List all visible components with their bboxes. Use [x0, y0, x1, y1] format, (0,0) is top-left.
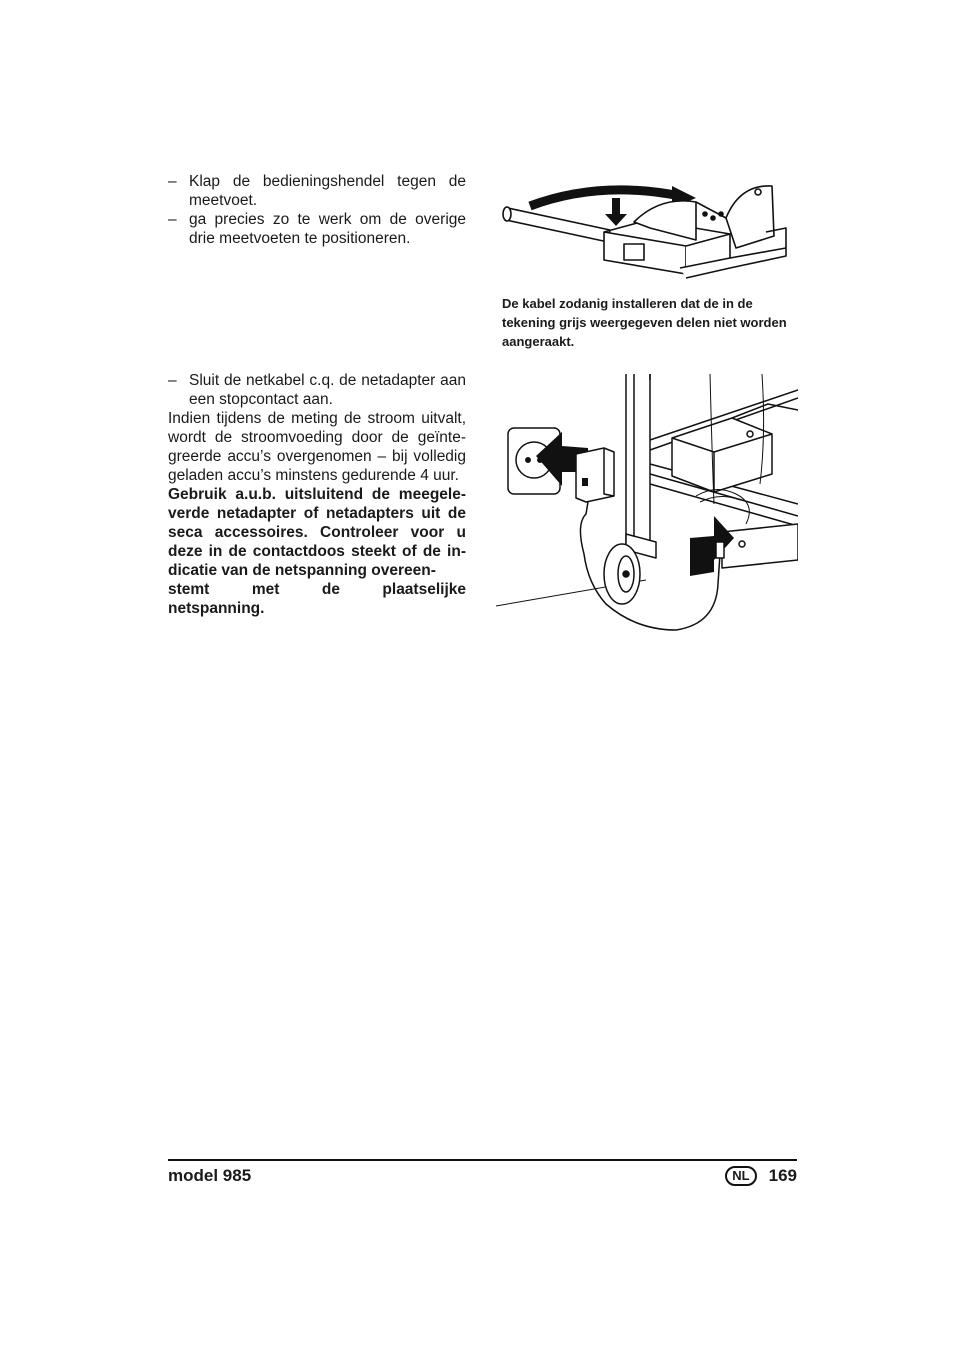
list-item	[168, 371, 466, 409]
footer-divider	[168, 1159, 797, 1161]
power-failure-paragraph: Indien tijdens de meting de stroom uitvalt, wordt de stroomvoeding door de geïnte-greerde accu’s overgenomen – bij volledig geladen accu’s minstens gedurende 4 uur.	[168, 410, 466, 484]
warning-paragraph: Gebruik a.u.b. uitsluitend de meegele-verde netadapter of netadapters uit de seca accessoires. Controleer voor u deze in de contactdoos steekt of de in-dicatie van de netspanning overeen-	[168, 486, 466, 579]
warning-end: netspanning.	[168, 600, 265, 617]
page-number: 169	[768, 1166, 797, 1185]
bullet-text-connect-power: Sluit de netkabel c.q. de netadapter aan een stopcontact aan.	[189, 372, 466, 408]
bullet-text-other-feet: ga precies zo te werk om de overige drie meetvoeten te positioneren.	[189, 211, 466, 247]
language-badge: NL	[725, 1166, 756, 1186]
dash-marker: –	[168, 372, 177, 389]
model-label: model 985	[168, 1166, 252, 1185]
dash-marker: –	[168, 173, 177, 190]
footer-page-info	[725, 1166, 797, 1186]
figure-caption: De kabel zodanig installeren dat de in de tekening grijs weergegeven delen niet worden aangeraakt.	[502, 296, 787, 349]
instruction-block-1	[168, 172, 466, 248]
warning-line: stemt met de plaatselijke	[168, 581, 466, 598]
dash-marker: –	[168, 211, 177, 228]
measuring-foot-lever-illustration	[500, 178, 796, 283]
bullet-text-fold-lever: Klap de bedieningshendel tegen de meetvoet.	[189, 173, 466, 209]
instruction-block-2	[168, 371, 466, 618]
power-adapter-socket-illustration	[496, 374, 798, 636]
list-item	[168, 210, 466, 248]
list-item	[168, 172, 466, 210]
